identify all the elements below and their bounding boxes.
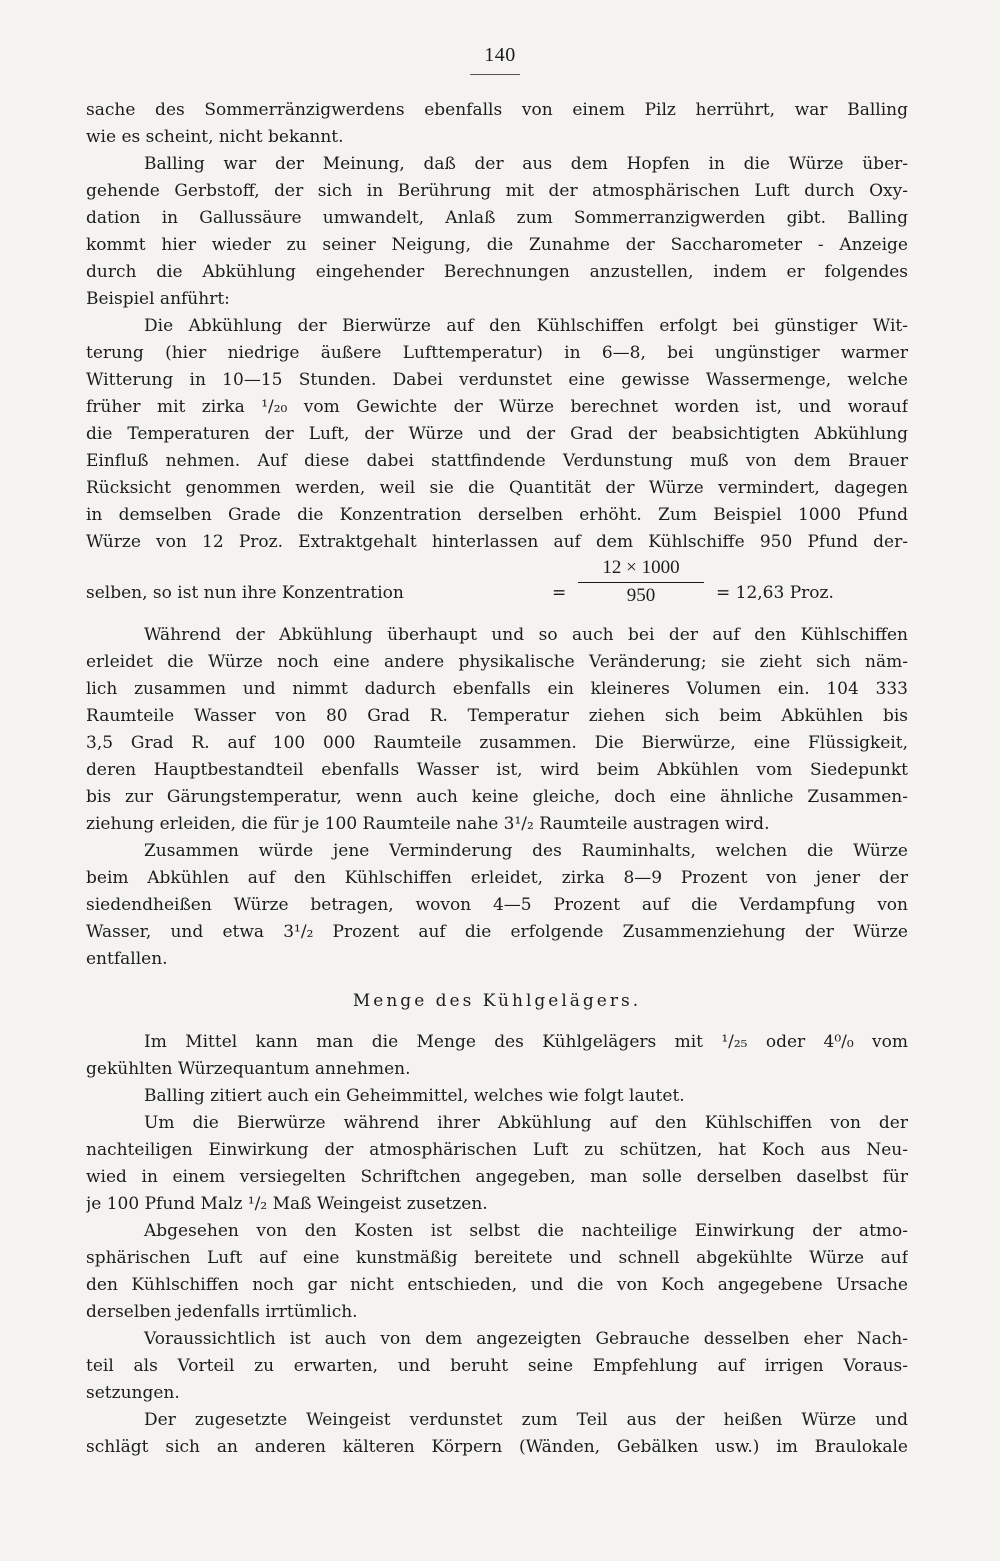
text-line: Die Abkühlung der Bierwürze auf den Kühlschiffen erfolgt bei günstiger Wit-: [144, 316, 908, 336]
paragraph: [86, 622, 908, 838]
text-line: Balling war der Meinung, daß der aus dem Hopfen in die Würze über-: [144, 154, 908, 174]
text-line: Einfluß nehmen. Auf diese dabei stattfindende Verdunstung muß von dem Brauer: [86, 451, 908, 471]
section-heading: Menge des Kühlgelägers.: [352, 991, 642, 1011]
text-line: lich zusammen und nimmt dadurch ebenfalls ein kleineres Volumen ein. 104 333: [86, 679, 908, 699]
text-line: Im Mittel kann man die Menge des Kühlgelägers mit ¹/₂₅ oder 4⁰/₀ vom: [144, 1032, 908, 1052]
text-line: den Kühlschiffen noch gar nicht entschieden, und die von Koch angegebene Ursache: [86, 1275, 908, 1295]
paragraph: [86, 1029, 908, 1083]
text-block-middle: [86, 622, 908, 973]
text-line: wie es scheint, nicht bekannt.: [86, 127, 344, 147]
text-line: Rücksicht genommen werden, weil sie die Quantität der Würze vermindert, dagegen: [86, 478, 908, 498]
paragraph: [86, 1407, 908, 1461]
text-line: Beispiel anführt:: [86, 289, 230, 309]
text-line: durch die Abkühlung eingehender Berechnungen anzustellen, indem er folgendes: [86, 262, 908, 282]
text-line: terung (hier niedrige äußere Lufttemperatur) in 6—8, bei ungünstiger warmer: [86, 343, 908, 363]
text-line: Voraussichtlich ist auch von dem angezeigten Gebrauche desselben eher Nach-: [144, 1329, 908, 1349]
fraction-bar: [578, 582, 704, 583]
formula-fraction: [578, 556, 704, 608]
text-line: kommt hier wieder zu seiner Neigung, die Zunahme der Saccharometer - Anzeige: [86, 235, 908, 255]
page-body: [86, 97, 908, 1461]
text-line: früher mit zirka ¹/₂₀ vom Gewichte der Würze berechnet worden ist, und worauf: [86, 397, 908, 417]
text-line: bis zur Gärungstemperatur, wenn auch keine gleiche, doch eine ähnliche Zusammen-: [86, 787, 908, 807]
page-number: 140: [484, 44, 516, 66]
text-line: die Temperaturen der Luft, der Würze und der Grad der beabsichtigten Abkühlung: [86, 424, 908, 444]
text-line: sache des Sommerränzigwerdens ebenfalls von einem Pilz herrührt, war Balling: [86, 100, 908, 120]
text-line: 3,5 Grad R. auf 100 000 Raumteile zusammen. Die Bierwürze, eine Flüssigkeit,: [86, 733, 908, 753]
concentration-formula: [86, 556, 908, 614]
text-line: Abgesehen von den Kosten ist selbst die nachteilige Einwirkung der atmo-: [144, 1221, 908, 1241]
text-line: Während der Abkühlung überhaupt und so auch bei der auf den Kühlschiffen: [144, 625, 908, 645]
text-line: erleidet die Würze noch eine andere physikalische Veränderung; sie zieht sich näm-: [86, 652, 908, 672]
text-line: wied in einem versiegelten Schriftchen angegeben, man solle derselben daselbst für: [86, 1167, 908, 1187]
text-line: sphärischen Luft auf eine kunstmäßig bereitete und schnell abgekühlte Würze auf: [86, 1248, 908, 1268]
paragraph: [86, 1326, 908, 1407]
text-line: Der zugesetzte Weingeist verdunstet zum Teil aus der heißen Würze und: [144, 1410, 908, 1430]
paragraph: [86, 313, 908, 556]
text-line: Zusammen würde jene Verminderung des Rauminhalts, welchen die Würze: [144, 841, 908, 861]
text-block-bottom: [86, 1029, 908, 1461]
paragraph: [86, 97, 908, 151]
paragraph: [86, 1083, 908, 1110]
text-line: Witterung in 10—15 Stunden. Dabei verdunstet eine gewisse Wassermenge, welche: [86, 370, 908, 390]
text-line: dation in Gallussäure umwandelt, Anlaß zum Sommerranzigwerden gibt. Balling: [86, 208, 908, 228]
text-line: gehende Gerbstoff, der sich in Berührung mit der atmosphärischen Luft durch Oxy-: [86, 181, 908, 201]
text-line: entfallen.: [86, 949, 168, 969]
text-line: siedendheißen Würze betragen, wovon 4—5 Prozent auf die Verdampfung von: [86, 895, 908, 915]
paragraph: [86, 151, 908, 313]
page-number-rule: [470, 74, 520, 75]
formula-equals: =: [552, 583, 567, 603]
text-line: ziehung erleiden, die für je 100 Raumteile nahe 3¹/₂ Raumteile austragen wird.: [86, 814, 770, 834]
text-line: je 100 Pfund Malz ¹/₂ Maß Weingeist zusetzen.: [86, 1194, 488, 1214]
paragraph: [86, 838, 908, 973]
text-line: gekühlten Würzequantum annehmen.: [86, 1059, 411, 1079]
text-line: nachteiligen Einwirkung der atmosphärischen Luft zu schützen, hat Koch aus Neu-: [86, 1140, 908, 1160]
formula-denominator: 950: [626, 585, 656, 606]
text-line: Würze von 12 Proz. Extraktgehalt hinterlassen auf dem Kühlschiffe 950 Pfund der-: [86, 532, 908, 552]
text-block-top: [86, 97, 908, 556]
text-line: Raumteile Wasser von 80 Grad R. Temperatur ziehen sich beim Abkühlen bis: [86, 706, 908, 726]
paragraph-gap: [86, 614, 908, 622]
paragraph: [86, 1110, 908, 1218]
text-line: Wasser, und etwa 3¹/₂ Prozent auf die erfolgende Zusammenziehung der Würze: [86, 922, 908, 942]
formula-result: = 12,63 Proz.: [716, 583, 834, 603]
text-line: teil als Vorteil zu erwarten, und beruht seine Empfehlung auf irrigen Voraus-: [86, 1356, 908, 1376]
text-line: schlägt sich an anderen kälteren Körpern (Wänden, Gebälken usw.) im Braulokale: [86, 1437, 908, 1457]
text-line: Um die Bierwürze während ihrer Abkühlung auf den Kühlschiffen von der: [144, 1113, 908, 1133]
text-line: derselben jedenfalls irrtümlich.: [86, 1302, 358, 1322]
text-line: deren Hauptbestandteil ebenfalls Wasser ist, wird beim Abkühlen vom Siedepunkt: [86, 760, 908, 780]
text-line: setzungen.: [86, 1383, 180, 1403]
formula-numerator: 12 × 1000: [602, 557, 680, 578]
paragraph: [86, 1218, 908, 1326]
text-line: Balling zitiert auch ein Geheimmittel, welches wie folgt lautet.: [144, 1086, 685, 1106]
text-line: in demselben Grade die Konzentration derselben erhöht. Zum Beispiel 1000 Pfund: [86, 505, 908, 525]
formula-prefix: selben, so ist nun ihre Konzentration: [86, 583, 404, 603]
text-line: beim Abkühlen auf den Kühlschiffen erleidet, zirka 8—9 Prozent von jener der: [86, 868, 908, 888]
